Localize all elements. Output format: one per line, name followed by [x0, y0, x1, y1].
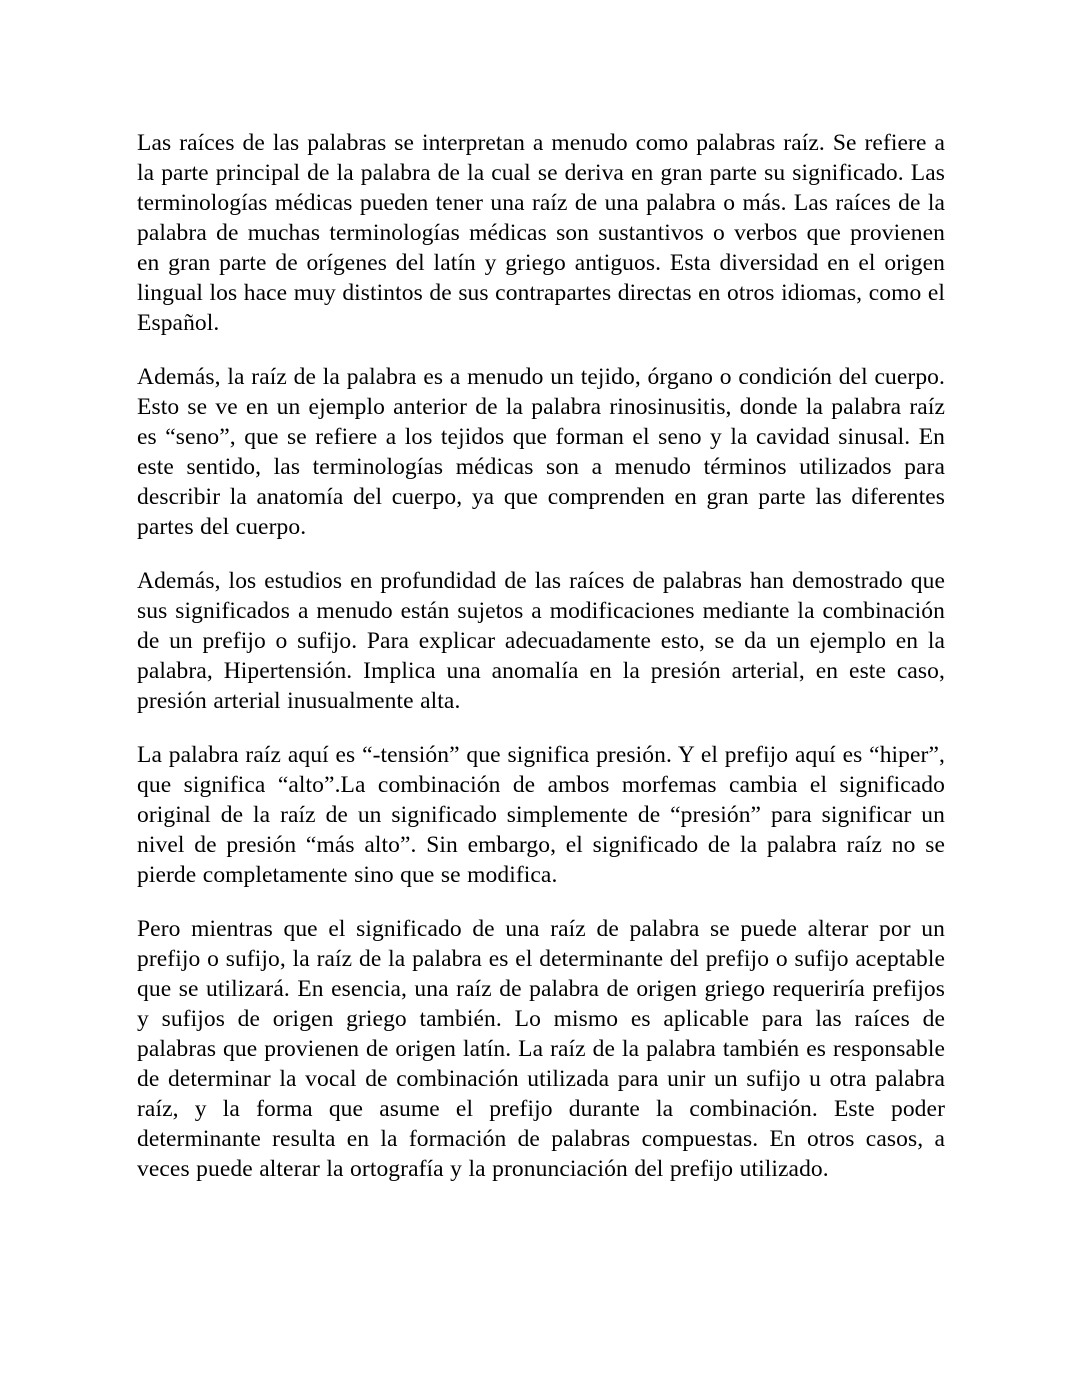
paragraph-word-roots-intro: Las raíces de las palabras se interpretan a menudo como palabras raíz. Se refiere a la parte principal de la palabra de la cual se deriva en gran parte su significado. Las terminologías médicas pueden tener una raíz de una palabra o más. Las raíces de la palabra de muchas terminologías médicas son sustantivos o verbos que provienen en gran parte de orígenes del latín y griego antiguos. Esta diversidad en el origen lingual los hace muy distintos de sus contrapartes directas en otros idiomas, como el Español.	[137, 130, 945, 336]
document-text-block	[137, 128, 945, 1184]
paragraph-body-tissue-organ: Además, la raíz de la palabra es a menudo un tejido, órgano o condición del cuerpo. Esto se ve en un ejemplo anterior de la palabra rinosinusitis, donde la palabra raíz es “seno”, que se refiere a los tejidos que forman el seno y la cavidad sinusal. En este sentido, las terminologías médicas son a menudo términos utilizados para describir la anatomía del cuerpo, ya que comprenden en gran parte las diferentes partes del cuerpo.	[137, 364, 945, 540]
paragraph-root-determinant: Pero mientras que el significado de una raíz de palabra se puede alterar por un prefijo o sufijo, la raíz de la palabra es el determinante del prefijo o sufijo aceptable que se utilizará. En esencia, una raíz de palabra de origen griego requeriría prefijos y sufijos de origen griego también. Lo mismo es aplicable para las raíces de palabras que provienen de origen latín. La raíz de la palabra también es responsable de determinar la vocal de combinación utilizada para unir un sufijo u otra palabra raíz, y la forma que asume el prefijo durante la combinación. Este poder determinante resulta en la formación de palabras compuestas. En otros casos, a veces puede alterar la ortografía y la pronunciación del prefijo utilizado.	[137, 916, 945, 1182]
paragraph-tension-hiper-example: La palabra raíz aquí es “-tensión” que significa presión. Y el prefijo aquí es “hiper”, que significa “alto”.La combinación de ambos morfemas cambia el significado original de la raíz de un significado simplemente de “presión” para significar un nivel de presión “más alto”. Sin embargo, el significado de la palabra raíz no se pierde completamente sino que se modifica.	[137, 742, 945, 888]
paragraph-meaning-modification: Además, los estudios en profundidad de las raíces de palabras han demostrado que sus significados a menudo están sujetos a modificaciones mediante la combinación de un prefijo o sufijo. Para explicar adecuadamente esto, se da un ejemplo en la palabra, Hipertensión. Implica una anomalía en la presión arterial, en este caso, presión arterial inusualmente alta.	[137, 568, 945, 714]
